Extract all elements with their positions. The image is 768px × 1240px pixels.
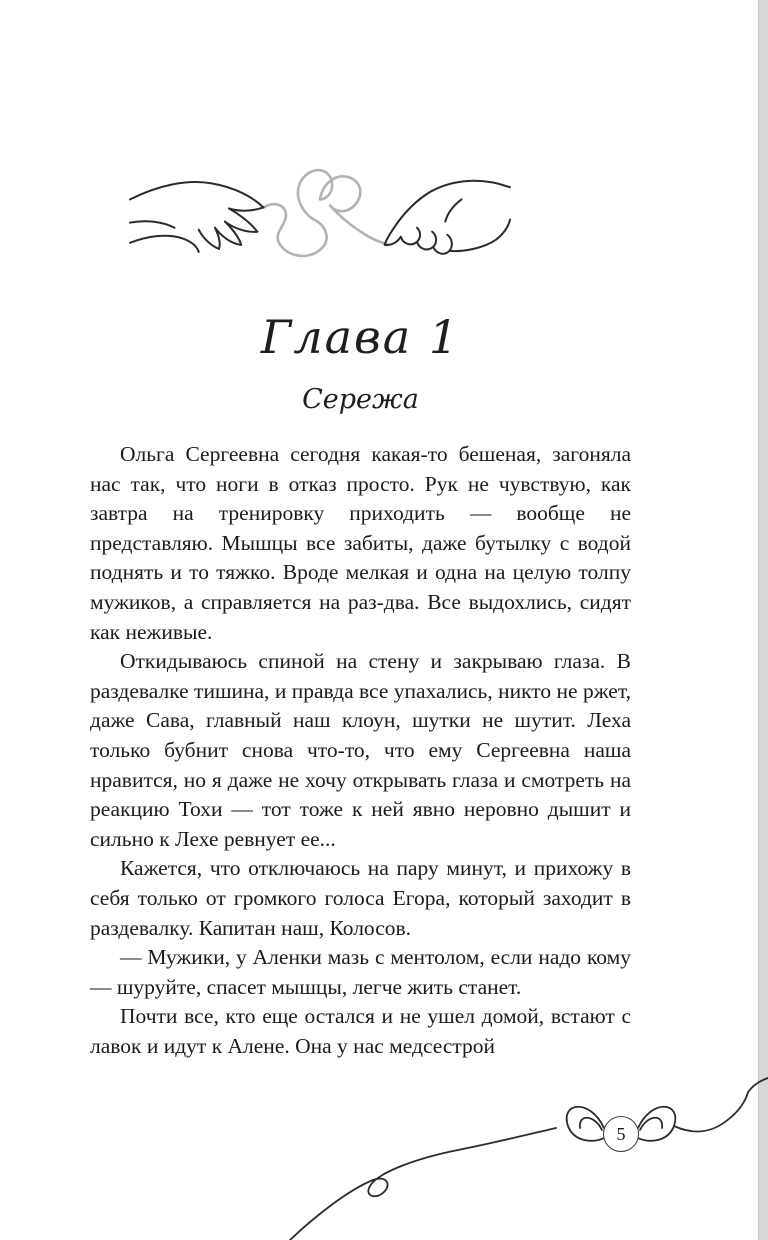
paragraph: Кажется, что отключаюсь на пару минут, и прихожу в себя только от громкого голоса Егора, который заходит в раздевалку. Капитан наш, Колосов. [90, 856, 631, 940]
page-number: 5 [603, 1116, 639, 1152]
hands-heart-svg [128, 146, 512, 274]
right-hand-icon [385, 181, 510, 254]
paragraph: Почти все, кто еще остался и не ушел домой, встают с лавок и идут к Алене. Она у нас медсестрой [90, 1004, 631, 1058]
chapter-subtitle: Сережа [302, 384, 419, 415]
bottom-decoration [268, 1040, 768, 1240]
body-text [90, 440, 631, 1061]
hands-heart-illustration [128, 146, 512, 274]
paragraph: — Мужики, у Аленки мазь с ментолом, если надо кому — шуруйте, спасет мышцы, легче жить станет. [90, 945, 631, 999]
paragraph: Откидываюсь спиной на стену и закрываю глаза. В раздевалке тишина, и правда все упахались, никто не ржет, даже Сава, главный наш клоун, шутки не шутит. Леха только бубнит снова что-то, что ему Сергеевна наша нравится, но я даже не хочу открывать глаза и смотреть на реакцию Тохи — тот тоже к ней явно неровно дышит и сильно к Лехе ревнует ее... [90, 649, 631, 851]
left-hand-icon [130, 182, 263, 252]
chapter-title: Глава 1 [260, 310, 461, 364]
paragraph: Ольга Сергеевна сегодня какая-то бешеная, загоняла нас так, что ноги в отказ просто. Рук не чувствую, как завтра на тренировку приходить — вообще не представляю. Мышцы все забиты, даже бутылку с водой поднять и то тяжко. Вроде мелкая и одна на целую толпу мужиков, а справляется на раз-два. Все выдохлись, сидят как неживые. [90, 442, 631, 644]
heart-string-icon [263, 170, 386, 256]
swirl-bow-icon [268, 1040, 768, 1240]
